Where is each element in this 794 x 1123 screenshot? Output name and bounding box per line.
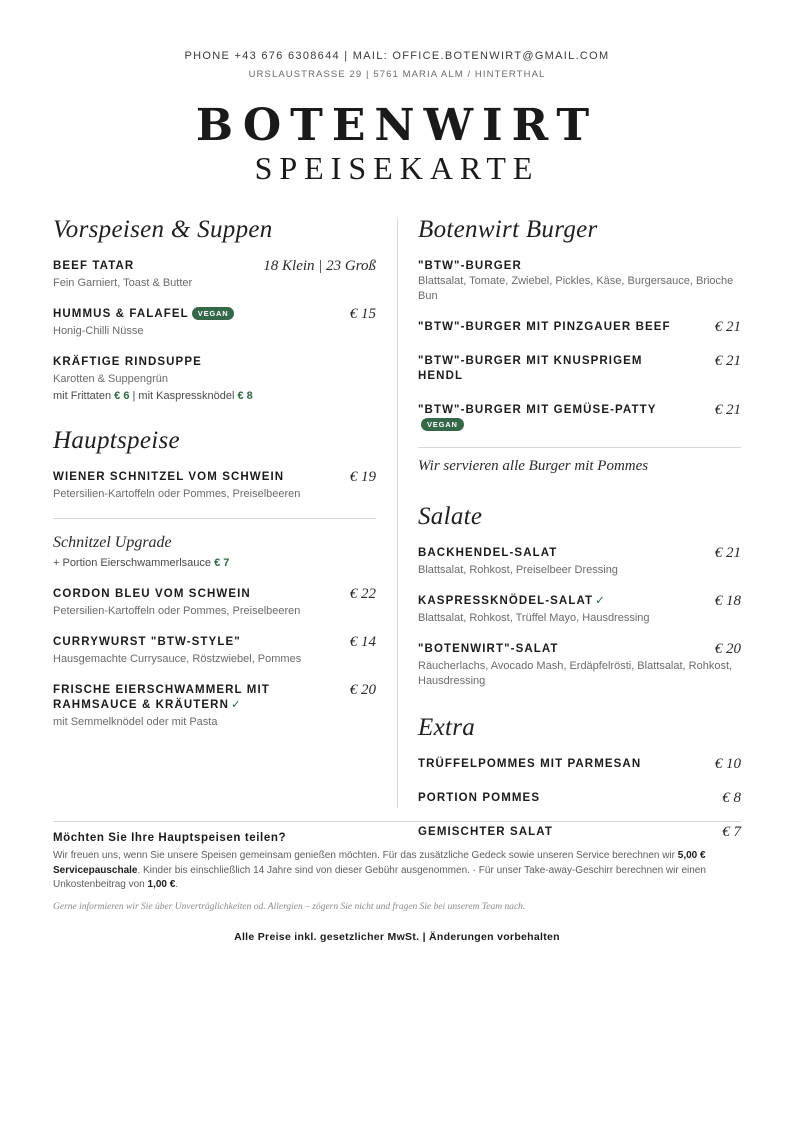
item-description: Karotten & Suppengrün <box>53 373 168 385</box>
menu-item-currywurst <box>53 635 376 667</box>
option-price: € 8 <box>237 390 253 402</box>
menu-item-backhendel-salad <box>418 546 741 578</box>
item-description: Räucherlachs, Avocado Mash, Erdäpfelrösti, Blattsalat, Rohkost, Hausdressing <box>418 660 733 687</box>
option-separator: | <box>132 390 136 402</box>
item-name: TRÜFFELPOMMES MIT PARMESAN <box>418 758 642 770</box>
upgrade-text: + Portion Eierschwammerlsauce <box>53 557 212 569</box>
section-title-burgers: Botenwirt Burger <box>418 216 598 243</box>
item-description: Fein Garniert, Toast & Butter <box>53 277 193 289</box>
item-price: € 21 <box>714 402 741 418</box>
check-icon: ✓ <box>595 595 606 607</box>
item-description: mit Semmelknödel oder mit Pasta <box>53 716 218 728</box>
item-price: € 14 <box>349 634 376 650</box>
address-line: URSLAUSTRASSE 29 | 5761 MARIA ALM / HINTERTHAL <box>248 69 546 80</box>
section-title-extra: Extra <box>418 714 476 741</box>
menu-item-eierschwammerl <box>53 683 376 730</box>
column-divider <box>397 218 398 808</box>
item-name: PORTION POMMES <box>418 792 541 804</box>
menu-item-botenwirt-salad <box>418 642 741 689</box>
soup-options <box>53 389 376 404</box>
item-description: Blattsalat, Tomate, Zwiebel, Pickles, Käse, Burgersauce, Brioche Bun <box>418 275 734 302</box>
item-name: WIENER SCHNITZEL VOM SCHWEIN <box>53 471 285 483</box>
option-label: mit Frittaten <box>53 390 112 402</box>
item-price: 18 Klein | 23 Groß <box>263 258 376 274</box>
item-price: € 18 <box>714 593 741 609</box>
item-price: € 15 <box>349 306 376 322</box>
item-description: Honig-Chilli Nüsse <box>53 325 144 337</box>
upgrade-price: € 7 <box>214 557 230 569</box>
item-description: Hausgemachte Currysauce, Röstzwiebel, Pommes <box>53 653 302 665</box>
item-name: BACKHENDEL-SALAT <box>418 547 558 559</box>
footer-divider <box>53 821 741 822</box>
item-name: "BTW"-BURGER <box>418 260 522 272</box>
right-column <box>418 215 741 856</box>
item-name: CURRYWURST "BTW-STYLE" <box>53 636 241 648</box>
footer-text-c: . <box>175 879 179 890</box>
upgrade-title: Schnitzel Upgrade <box>53 534 172 551</box>
item-price: € 21 <box>714 319 741 335</box>
item-name-wrap <box>418 594 606 609</box>
left-column <box>53 215 376 746</box>
item-name-wrap <box>418 403 678 433</box>
menu-item-cordon-bleu <box>53 587 376 619</box>
item-name: "BTW"-BURGER MIT KNUSPRIGEM HENDL <box>418 355 643 382</box>
section-title-starters: Vorspeisen & Suppen <box>53 216 273 243</box>
item-name: "BTW"-BURGER MIT PINZGAUER BEEF <box>418 321 671 333</box>
option-label: mit Kaspressknödel <box>138 390 235 402</box>
footer-title: Möchten Sie Ihre Hauptspeisen teilen? <box>53 832 287 844</box>
item-price: € 20 <box>714 641 741 657</box>
menu-item-soup <box>53 355 376 404</box>
footer-text <box>53 849 741 893</box>
item-name: "BOTENWIRT"-SALAT <box>418 643 559 655</box>
menu-item-kaspress-salad <box>418 594 741 626</box>
divider <box>418 447 741 448</box>
service-fee: 5,00 € Servicepauschale <box>53 850 706 876</box>
item-name: "BTW"-BURGER MIT GEMÜSE-PATTY <box>418 404 657 416</box>
item-description: Petersilien-Kartoffeln oder Pommes, Preiselbeeren <box>53 605 301 617</box>
item-price: € 22 <box>349 586 376 602</box>
item-price: € 20 <box>349 682 376 698</box>
menu-item-beef-burger <box>418 320 741 335</box>
item-name-wrap <box>53 683 293 713</box>
section-title-mains: Hauptspeise <box>53 427 180 454</box>
item-description: Petersilien-Kartoffeln oder Pommes, Preiselbeeren <box>53 488 301 500</box>
takeaway-fee: 1,00 € <box>147 879 176 890</box>
menu-item-hummus <box>53 307 376 339</box>
menu-item-btw-burger <box>418 259 741 304</box>
divider <box>53 518 376 519</box>
upgrade-line <box>53 556 376 571</box>
restaurant-name: BOTENWIRT <box>195 100 599 151</box>
menu-item-fries <box>418 791 741 806</box>
item-price: € 10 <box>714 756 741 772</box>
menu-item-beef-tatar <box>53 259 376 291</box>
item-name: KASPRESSKNÖDEL-SALAT <box>418 595 594 607</box>
item-name: CORDON BLEU VOM SCHWEIN <box>53 588 251 600</box>
footer <box>53 832 741 943</box>
item-price: € 21 <box>714 353 741 369</box>
item-name: FRISCHE EIERSCHWAMMERL MIT RAHMSAUCE & KRÄUTERN <box>53 684 270 711</box>
option-price: € 6 <box>114 390 130 402</box>
contact-line: PHONE +43 676 6308644 | MAIL: OFFICE.BOTENWIRT@GMAIL.COM <box>184 50 610 62</box>
footer-text-b: . Kinder bis einschließlich 14 Jahre sind von dieser Gebühr ausgenommen. · Für unser Take-away-Geschirr berechnen wir einen Unkostenbeitrag von <box>53 864 706 890</box>
item-name: BEEF TATAR <box>53 260 135 272</box>
schnitzel-upgrade <box>53 533 376 571</box>
menu-subtitle: SPEISEKARTE <box>254 150 540 186</box>
menu-item-truffle-fries <box>418 757 741 772</box>
item-price: € 19 <box>349 469 376 485</box>
item-price: € 21 <box>714 545 741 561</box>
item-description: Blattsalat, Rohkost, Trüffel Mayo, Hausdressing <box>418 612 650 624</box>
vegan-badge: VEGAN <box>192 307 235 320</box>
check-icon: ✓ <box>230 699 242 711</box>
burger-note: Wir servieren alle Burger mit Pommes <box>418 458 649 474</box>
menu-item-chicken-burger <box>418 354 741 384</box>
vegan-badge: VEGAN <box>421 418 464 431</box>
menu-item-schnitzel <box>53 470 376 502</box>
vat-note: Alle Preise inkl. gesetzlicher MwSt. | Änderungen vorbehalten <box>234 930 560 943</box>
item-price: € 8 <box>722 790 741 806</box>
item-name-wrap <box>53 307 234 322</box>
menu-item-veggie-burger <box>418 403 741 433</box>
section-title-salads: Salate <box>418 503 483 530</box>
item-name: HUMMUS & FALAFEL <box>53 308 189 320</box>
item-price: € 7 <box>722 824 741 840</box>
item-description: Blattsalat, Rohkost, Preiselbeer Dressing <box>418 564 618 576</box>
allergy-note: Gerne informieren wir Sie über Unverträglichkeiten od. Allergien – zögern Sie nicht und fragen Sie bei unserem Team nach. <box>53 901 526 912</box>
item-name: GEMISCHTER SALAT <box>418 826 553 838</box>
footer-text-a: Wir freuen uns, wenn Sie unsere Speisen gemeinsam genießen möchten. Für das zusätzliche Gedeck sowie unseren Service berechnen wir <box>53 850 678 861</box>
item-name: KRÄFTIGE RINDSUPPE <box>53 356 202 368</box>
